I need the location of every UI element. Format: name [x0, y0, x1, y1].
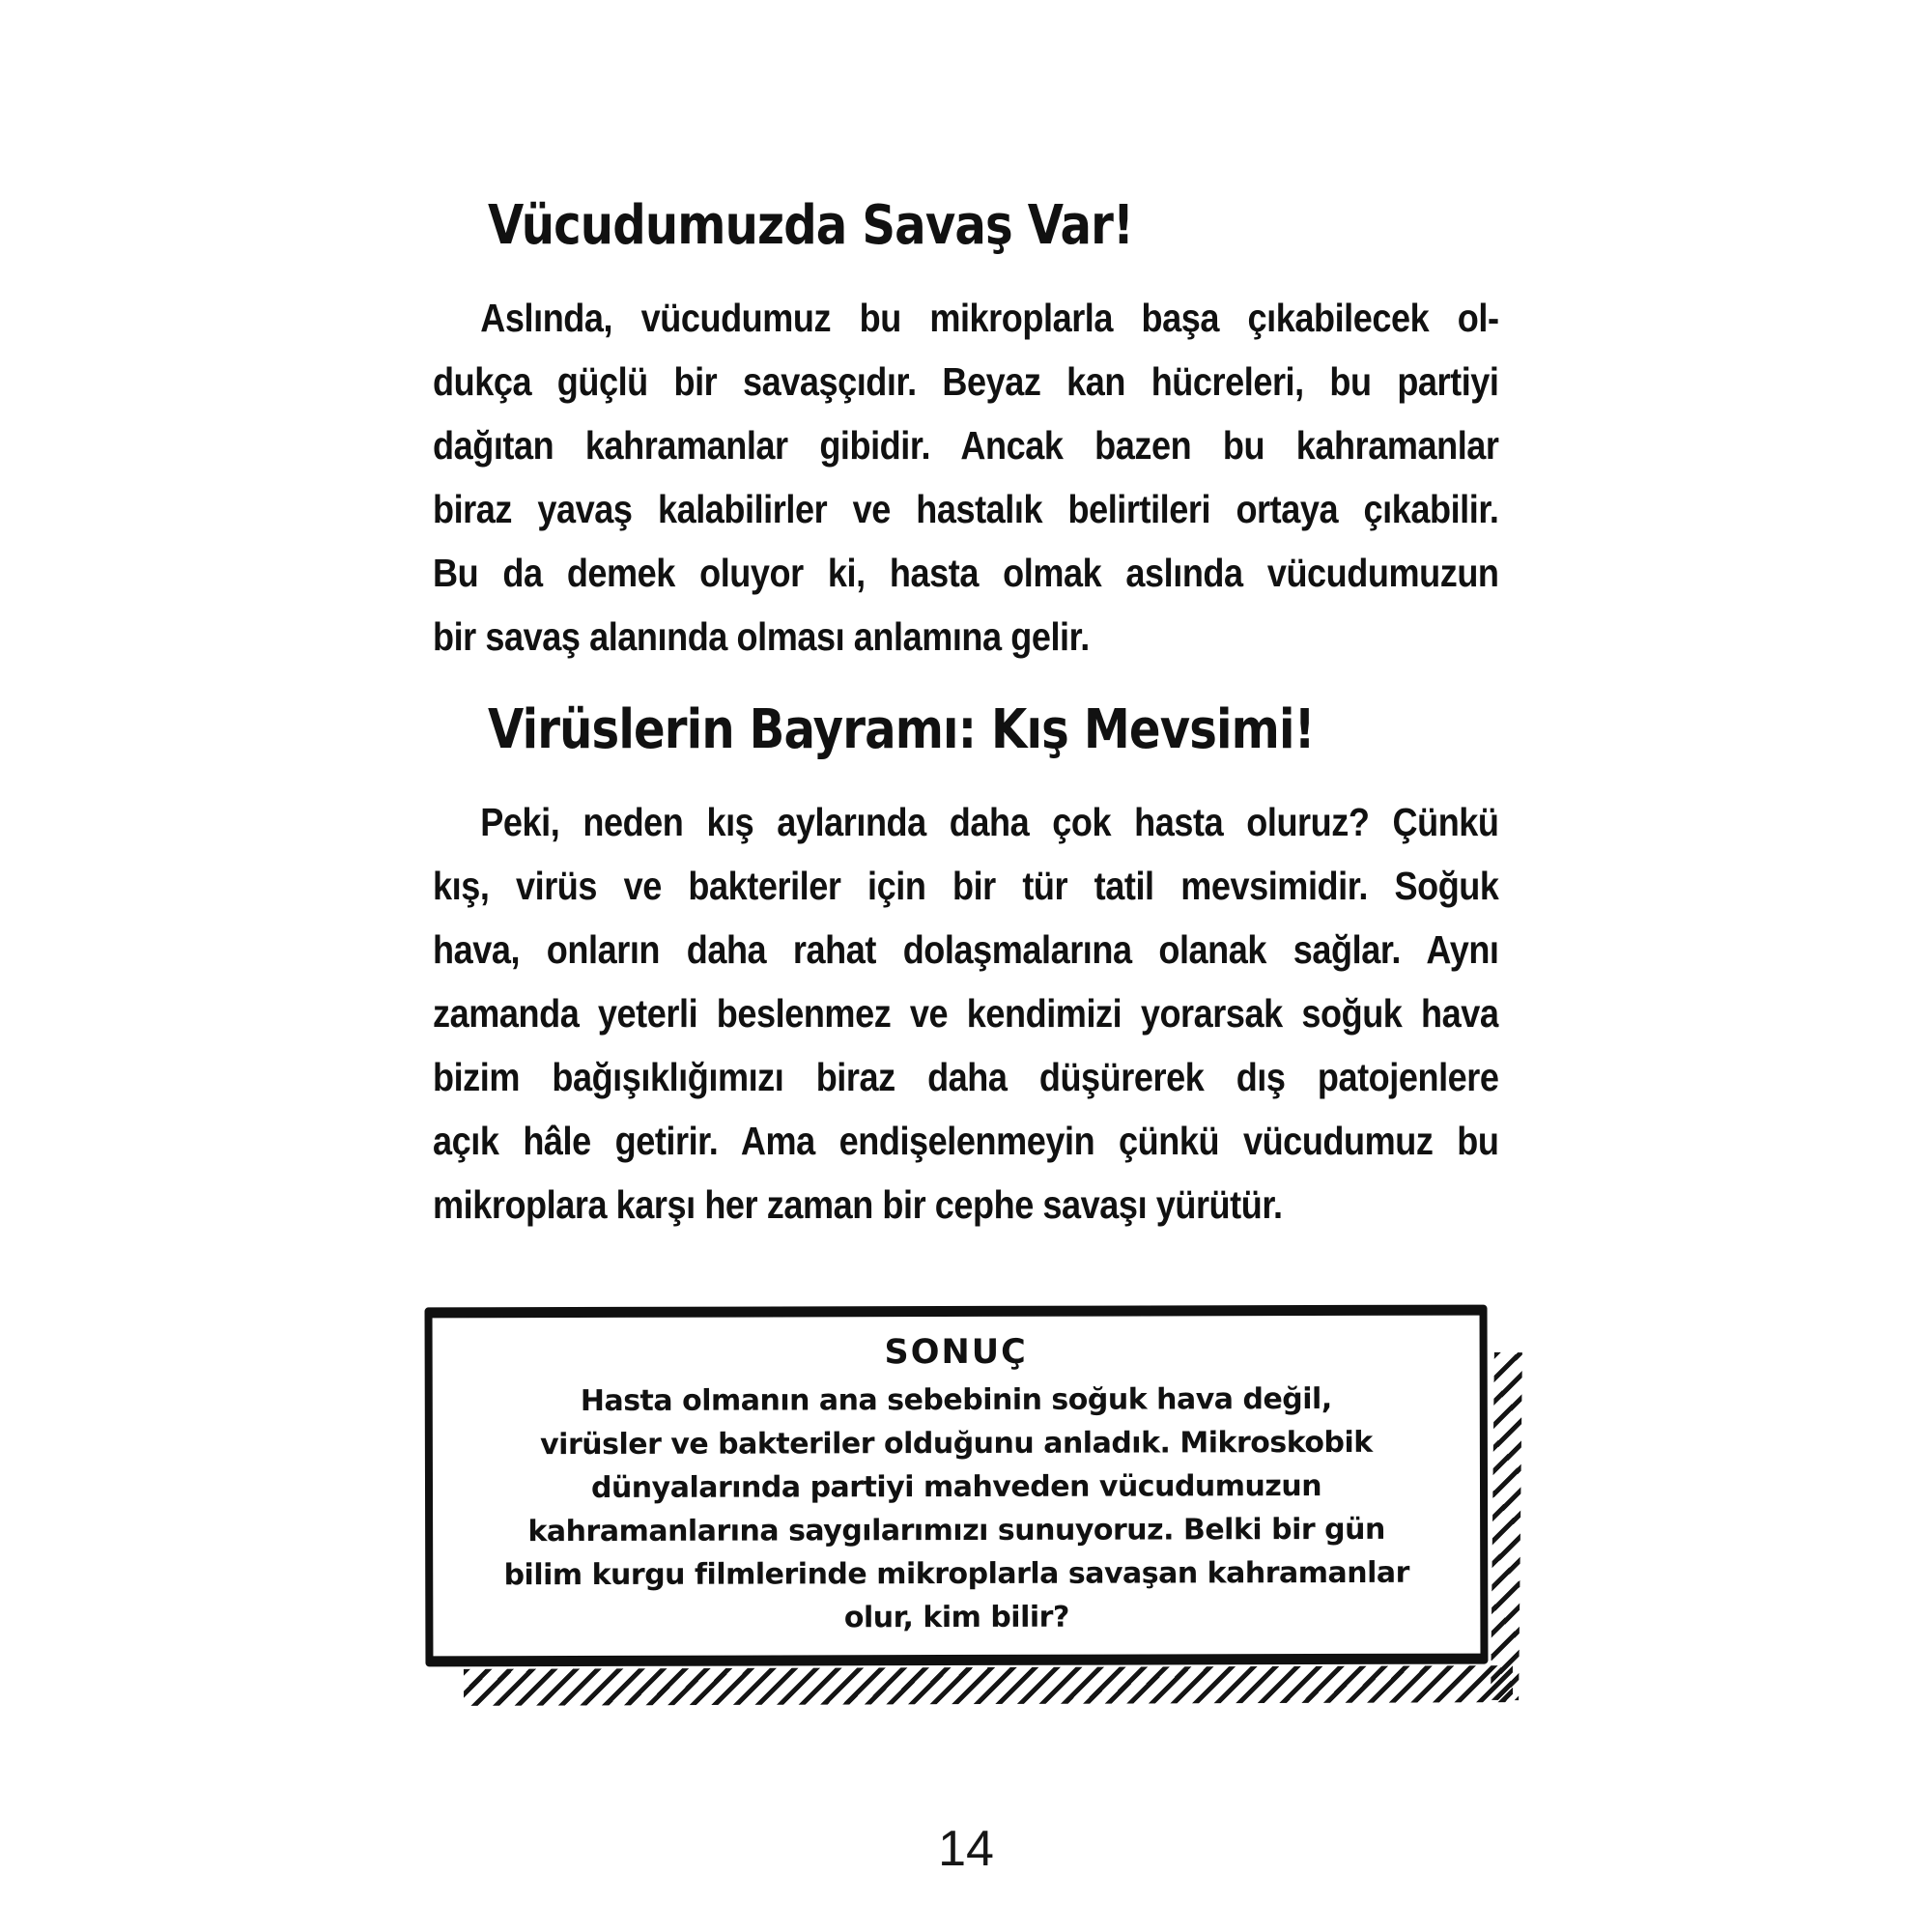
paragraph-line: bir savaş alanında olması anlamına gelir.: [433, 614, 1090, 659]
section-heading-text: Virüslerin Bayramı: Kış Mevsimi!: [488, 698, 1315, 761]
paragraph-line: dağıtan kahramanlar gibidir. Ancak bazen bu kahramanlar: [433, 423, 1499, 468]
conclusion-line: bilim kurgu filmlerinde mikroplarla savaşan kahramanlar: [503, 1555, 1409, 1593]
paragraph-line: Aslında, vücudumuz bu mikroplarla başa çıkabilecek ol-: [480, 296, 1499, 340]
section-heading-virus-season: [488, 699, 1449, 761]
paragraph-body-war: [433, 286, 1499, 668]
paragraph-line: Bu da demek oluyor ki, hasta olmak aslında vücudumuzun: [433, 551, 1499, 595]
paragraph-virus-season: [433, 790, 1499, 1236]
conclusion-box-body: [433, 1378, 1481, 1641]
page-number: 14: [938, 1821, 994, 1877]
paragraph-line: Peki, neden kış aylarında daha çok hasta oluruz? Çünkü: [480, 800, 1499, 844]
conclusion-line: virüsler ve bakteriler olduğunu anladık. Mikroskobik: [540, 1425, 1373, 1463]
section-heading-text: Vücudumuzda Savaş Var!: [488, 194, 1134, 257]
paragraph-line: mikroplara karşı her zaman bir cephe savaşı yürütür.: [433, 1182, 1283, 1227]
conclusion-line: olur, kim bilir?: [843, 1600, 1069, 1635]
conclusion-box-title: SONUÇ: [884, 1332, 1028, 1373]
paragraph-line: kış, virüs ve bakteriler için bir tür tatil mevsimidir. Soğuk: [433, 864, 1499, 908]
paragraph-line: açık hâle getirir. Ama endişelenmeyin çünkü vücudumuz bu: [433, 1119, 1499, 1163]
hatch-shadow-right: [1491, 1352, 1522, 1700]
paragraph-line: hava, onların daha rahat dolaşmalarına olanak sağlar. Aynı: [433, 927, 1499, 972]
conclusion-line: dünyalarında partiyi mahveden vücudumuzun: [590, 1469, 1322, 1505]
conclusion-line: Hasta olmanın ana sebebinin soğuk hava değil,: [580, 1381, 1332, 1419]
paragraph-line: dukça güçlü bir savaşçıdır. Beyaz kan hücreleri, bu partiyi: [433, 359, 1499, 404]
conclusion-box: [425, 1305, 1489, 1667]
section-heading-body-war: [488, 195, 1238, 257]
paragraph-line: bizim bağışıklığımızı biraz daha düşürerek dış patojenlere: [433, 1055, 1499, 1099]
conclusion-line: kahramanlarına saygılarımızı sunuyoruz. Belki bir gün: [527, 1512, 1385, 1549]
hatch-shadow-bottom: [464, 1665, 1513, 1706]
paragraph-line: zamanda yeterli beslenmez ve kendimizi yorarsak soğuk hava: [433, 991, 1499, 1036]
paragraph-line: biraz yavaş kalabilirler ve hastalık belirtileri ortaya çıkabilir.: [433, 487, 1499, 531]
